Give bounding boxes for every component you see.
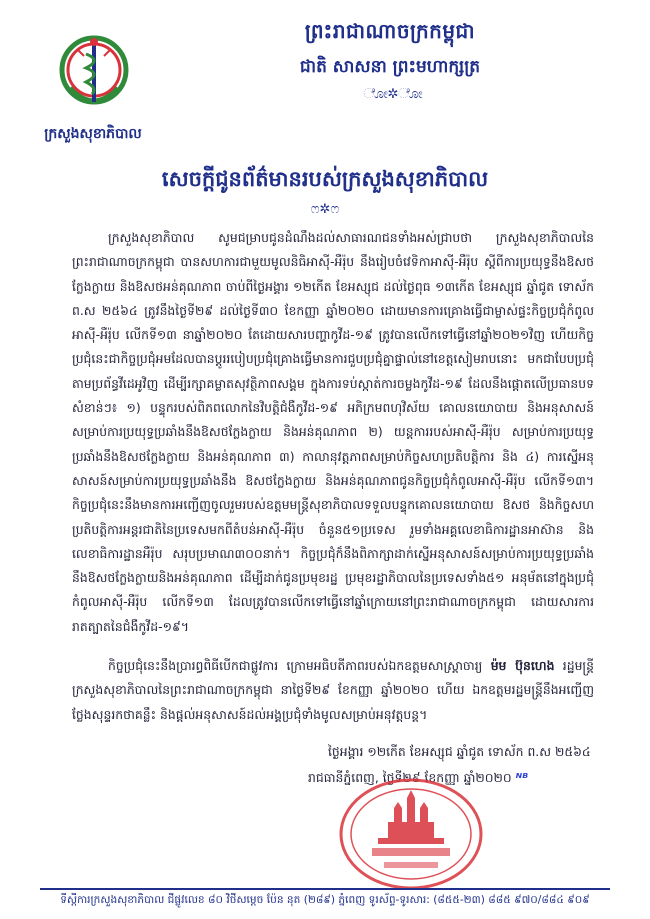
official-seal-icon [338, 772, 484, 890]
footer-address: ទីស្តីការក្រសួងសុខាភិបាល ជីផ្លូវលេខ ៨០ វិថីសម្តេច ប៉ែន នុត (២៨៩) ភ្នំពេញ ទូរស័ព្ទ-ទូរសារ: (៨៥៥-២៣) ៨៨៥ ៩៧០/៨៨៤ ៩០៩ [60, 894, 590, 906]
ornament-divider-icon: ೋ✲ೋ [363, 86, 423, 102]
ministry-logo-icon [58, 30, 130, 118]
kingdom-heading: ព្រះរាជាណាចក្រកម្ពុជា [304, 19, 476, 43]
solar-date [308, 770, 608, 789]
lunar-date: ថ្ងៃអង្គារ ១២កើត ខែអស្សុជ ឆ្នាំជូត ទោស័ក ព.ស ២៥៦៤ [328, 744, 591, 759]
solar-date-text: រាជធានីភ្នំពេញ, ថ្ងៃទី២៩ ខែកញ្ញា ឆ្នាំ២០២០ [308, 770, 512, 785]
ministry-name: ក្រសួងសុខាភិបាល [44, 126, 142, 142]
paragraph-2-text [72, 654, 594, 727]
footer-divider [40, 888, 610, 890]
document-title: សេចក្តីជូនព័ត៌មានរបស់ក្រសួងសុខាភិបាល [161, 167, 489, 191]
body-paragraph-1 [72, 226, 594, 639]
minister-name: ម៉ម ប៊ុនហេង [490, 658, 555, 673]
title-ornament-icon: ෆ✲ෆ [310, 202, 340, 217]
signature-initial: ᴺᴮ [515, 770, 529, 785]
body-paragraph-2 [72, 654, 594, 727]
paragraph-2-before: កិច្ចប្រជុំនេះនឹងប្រារព្ធពិធីបើកជាផ្លូវការ ក្រោមអធិបតីភាពរបស់ឯកឧត្តមសាស្ត្រាចារ្យ [108, 658, 491, 673]
national-motto: ជាតិ សាសនា ព្រះមហាក្សត្រ [299, 57, 481, 77]
paragraph-2-after: រដ្ឋមន្ត្រីក្រសួងសុខាភិបាលនៃព្រះរាជាណាចក្រកម្ពុជា នាថ្ងៃទី២៩ ខែកញ្ញា ឆ្នាំ២០២០ ហើយ ឯកឧត្តមរដ្ឋមន្ត្រីនឹងអញ្ជើញថ្លែងសុន្ទរកថាគន្លឹះ និងផ្តល់អនុសាសន៍ដល់អង្គប្រជុំទាំងមូលសម្រាប់អនុវត្តបន្ត។ [72, 658, 594, 722]
paragraph-1-text: ក្រសួងសុខាភិបាល សូមជម្រាបជូនដំណឹងដល់សាធារណជនទាំងអស់ជ្រាបថា ក្រសួងសុខាភិបាលនៃព្រះរាជាណាចក្រកម្ពុជា បានសហការជាមួយមូលនិធិអាស៊ី-អឺរ៉ុប នឹងរៀបចំវេទិកាអាស៊ី-អឺរ៉ុប ស្តីពីការប្រយុទ្ធនឹងឱសថក្លែងក្លាយ និងឱសថអន់គុណភាព ចាប់ពីថ្ងៃអង្គារ ១២កើត ខែអស្សុជ ដល់ថ្ងៃពុធ ១៣កើត ខែអស្សុជ ឆ្នាំជូត ទោស័ក ព.ស ២៥៦៤ ត្រូវនឹងថ្ងៃទី២៩ ដល់ថ្ងៃទី៣០ ខែកញ្ញា ឆ្នាំ២០២០ ដោយមានការគ្រោងធ្វើជាម្ចាស់ផ្ទះកិច្ចប្រជុំកំពូលអាស៊ី-អឺរ៉ុប លើកទី១៣ នាឆ្នាំ២០២០ តែដោយសារបញ្ហាកូវីដ-១៩ ត្រូវបានលើកទៅធ្វើនៅឆ្នាំ២០២១វិញ ហើយកិច្ចប្រជុំនេះជាកិច្ចប្រជុំអមដែលបានប្តូររបៀបប្រជុំគ្រោងធ្វើមានការជួបប្រជុំគ្នាផ្ទាល់នៅខេត្តសៀមរាបនោះ មកជាបែបប្រជុំតាមប្រព័ន្ធវីដេអូវិញ ដើម្បីរក្សាគម្លាតសុវត្ថិភាពសង្គម ក្នុងការទប់ស្កាត់ការចម្លងកូវីដ-១៩ ដែលនឹងផ្តោតលើប្រធានបទសំខាន់ៗ៖ ១) បន្ទុករបស់ពិភពលោកនៃវិបត្តិជំងឺកូវីដ-១៩ អភិក្រមពហុវិស័យ គោលនយោបាយ និងអនុសាសន៍សម្រាប់ការប្រយុទ្ធប្រឆាំងនឹងឱសថក្លែងក្លាយ និងអន់គុណភាព ២) យន្តការរបស់អាស៊ី-អឺរ៉ុប សម្រាប់ការប្រយុទ្ធប្រឆាំងនឹងឱសថក្លែងក្លាយ និងអន់គុណភាព ៣) កាលានុវត្តភាពសម្រាប់កិច្ចសហប្រតិបត្តិការ និង ៤) ការស្នើអនុសាសន៍សម្រាប់ការប្រយុទ្ធប្រឆាំងនឹង ឱសថក្លែងក្លាយ និងអន់គុណភាពជូនកិច្ចប្រជុំកំពូលអាស៊ី-អឺរ៉ុប លើកទី១៣។ កិច្ចប្រជុំនេះនឹងមានការអញ្ជើញចូលរួមរបស់ឧត្តមមន្ត្រីសុខាភិបាលទទួលបន្ទុកគោលនយោបាយ ឱសថ និងកិច្ចសហប្រតិបត្តិការអន្តរជាតិនៃប្រទេសមកពីតំបន់អាស៊ី-អឺរ៉ុប ចំនួន៥១ប្រទេស រួមទាំងអគ្គលេខាធិការដ្ឋានអាស៊ាន និងលេខាធិការដ្ឋានអឺរ៉ុប សរុបប្រមាណ៣០០នាក់។ កិច្ចប្រជុំក៏នឹងពិភាក្សាដាក់ស្នើអនុសាសន៍សម្រាប់ការប្រយុទ្ធប្រឆាំងនឹងឱសថក្លែងក្លាយនិងអន់គុណភាព ដើម្បីដាក់ជូនប្រមុខរដ្ឋ ប្រមុខរដ្ឋាភិបាលនៃប្រទេសទាំង៥១ អនុម័តនៅក្នុងប្រជុំកំពូលអាស៊ី-អឺរ៉ុប លើកទី១៣ ដែលត្រូវបានលើកទៅធ្វើនៅឆ្នាំក្រោយនៅព្រះរាជាណាចក្រកម្ពុជា ដោយសារការរាតត្បាតនៃជំងឺកូវីដ-១៩។ [72, 230, 594, 634]
